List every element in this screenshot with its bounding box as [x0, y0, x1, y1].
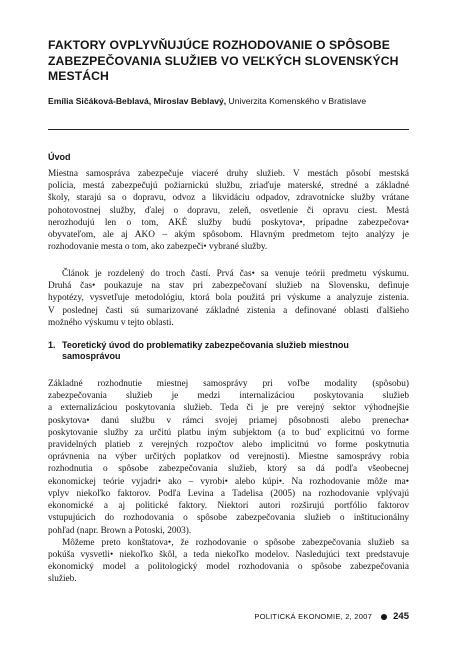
page-footer	[48, 611, 409, 623]
text-line: pohotovostnej služby, ďalej o dopravu, zeleň, osvetlenie či opravu ciest. Mestá	[48, 205, 409, 216]
text-line: služieb.	[48, 574, 77, 585]
author-names: Emília Sičáková-Beblavá, Miroslav Beblavý,	[48, 96, 227, 106]
text-line: hypotézy, vysvetľuje metodológiu, ktorá bola použitá pri výskume a analyzuje zistenia.	[48, 293, 409, 304]
journal-name: POLITICKÁ EKONOMIE, 2, 2007	[254, 612, 372, 621]
title-line: ZABEZPEČOVANIA SLUŽIEB VO VEĽKÝCH SLOVENSKÝCH	[48, 53, 399, 68]
text-line: poskytova• danú službu v rámci svojej priamej pôsobnosti alebo prenecha•	[48, 415, 409, 426]
text-line: V poslednej časti sú sumarizované základné zistenia a definované oblasti ďalšieho	[48, 305, 409, 316]
intro-heading: Úvod	[48, 152, 71, 162]
text-line: zabezpečovania služieb je medzi internalizáciou poskytovania služieb	[48, 391, 409, 402]
text-line: polícia, mestá zabezpečujú požiarnickú službu, zriaďuje materské, stredné a základné	[48, 181, 409, 192]
author-affiliation: Univerzita Komenského v Bratislave	[226, 96, 367, 106]
section-1-paragraph-1	[48, 378, 409, 488]
author-line	[48, 96, 366, 107]
text-line: Miestna samospráva zabezpečuje viaceré druhy služieb. V mestách pôsobí mestská	[48, 169, 409, 179]
text-line: ekonomickej teórie vyjadri• ako – vyrobi• alebo kúpi•. Na rozhodovanie môže ma•	[48, 476, 409, 487]
text-line: poskytovanie služby za určitú platbu iným subjektom (a to buď explicitnú vo forme	[48, 427, 409, 438]
text-line: pokúša vysvetli• niekoľko škôl, a teda niekoľko modelov. Nasledujúci text predstavuje	[48, 549, 409, 560]
text-line: školy, starajú sa o dopravu, odvoz a likvidáciu odpadov, zdravotnícke služby vrátane	[48, 193, 409, 204]
text-line: Môžeme preto konštatova•, že rozhodovanie o spôsobe zabezpečovania služieb sa	[62, 537, 409, 548]
section-heading-line: Teoretický úvod do problematiky zabezpečovania služieb miestnou	[62, 340, 349, 350]
text-line: oprávnenia na výber určitých poplatkov od verejnosti). Miestne samosprávy robia	[48, 452, 409, 463]
text-line: Druhá čas• poukazuje na stav pri zabezpečovaní služieb na Slovensku, definuje	[48, 281, 409, 292]
section-1-paragraph-2	[48, 488, 409, 586]
text-line: vplyv niekoľko faktorov. Podľa Levina a Tadelisa (2005) na rozhodovanie vplývajú	[48, 489, 409, 499]
text-line: Článok je rozdelený do troch častí. Prvá čas• sa venuje teórii predmetu výskumu.	[62, 269, 409, 279]
title-line: FAKTORY OVPLYVŇUJÚCE ROZHODOVANIE O SPÔSOBE	[48, 38, 390, 52]
text-line: nerozhodujú len o tom, AKÉ služby budú poskytova•, prípadne zabezpečova•	[48, 217, 409, 228]
title-line: MESTÁCH	[48, 69, 109, 83]
text-line: vstupujúcich do rozhodovania o spôsobe zabezpečovania služieb o inštitucionálny	[48, 513, 409, 524]
text-line: možného výskumu v tejto oblasti.	[48, 317, 174, 328]
text-line: a externalizáciou poskytovania služieb. Teda či je pre verejný sektor výhodnejšie	[48, 403, 409, 414]
section-heading-line: samosprávou	[62, 351, 121, 361]
text-line: Základné rozhodnutie miestnej samosprávy pri voľbe modality (spôsobu)	[48, 379, 409, 389]
header-divider	[48, 129, 409, 130]
text-line: rozhodnutia o spôsobe zabezpečovania služieb, ktorý sa dá podľa všeobecnej	[48, 464, 409, 475]
text-line: pravidelných platieb z verejných rozpočtov alebo implicitnú vo forme poskytnutia	[48, 439, 409, 450]
page-number: 245	[393, 611, 409, 622]
article-title	[48, 38, 418, 85]
text-line: pohľad (napr. Brown a Potoski, 2003).	[48, 525, 192, 536]
text-line: rozhodovanie mesta o tom, ako zabezpeči• vybrané služby.	[48, 242, 268, 253]
bullet-dot-icon	[381, 614, 387, 620]
intro-paragraph-1	[48, 168, 409, 253]
text-line: ekonomický model a politologický model rozhodovania o spôsobe zabezpečovania	[48, 562, 409, 573]
intro-paragraph-2	[48, 268, 409, 329]
section-number: 1.	[48, 340, 56, 350]
text-line: ekonomické a aj politické faktory. Niektorí autori rozširujú portfólio faktorov	[48, 501, 409, 512]
text-line: obyvateľom, ale aj AKO – akým spôsobom. Hlavným predmetom tejto analýzy je	[48, 229, 409, 240]
